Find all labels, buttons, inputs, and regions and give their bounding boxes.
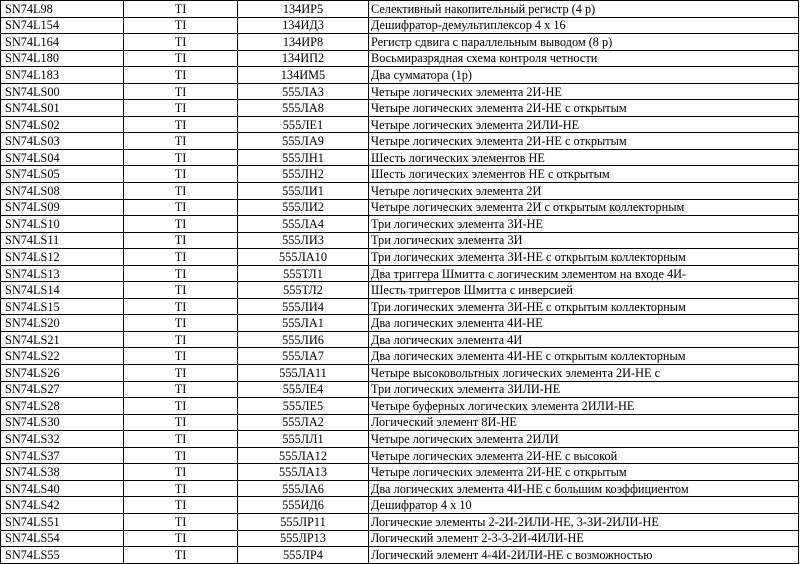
part-number-cell: SN74LS32 xyxy=(1,431,124,448)
table-row xyxy=(1,381,799,398)
analog-cell: 555ЛА10 xyxy=(238,249,369,266)
part-number-cell: SN74LS09 xyxy=(1,199,124,216)
analog-cell: 555ЛН2 xyxy=(238,166,369,183)
manufacturer-cell: TI xyxy=(124,50,238,67)
analog-cell: 134ИД3 xyxy=(238,17,369,34)
analog-cell: 134ИП2 xyxy=(238,50,369,67)
analog-cell: 555ЛР13 xyxy=(238,530,369,547)
description-cell: Три логических элемента 3ИЛИ-НЕ xyxy=(369,381,799,398)
part-number-cell: SN74LS15 xyxy=(1,298,124,315)
manufacturer-cell: TI xyxy=(124,398,238,415)
analog-cell: 555ЛН1 xyxy=(238,149,369,166)
description-cell: Три логических элемента 3И xyxy=(369,232,799,249)
table-row xyxy=(1,464,799,481)
table-row xyxy=(1,67,799,84)
manufacturer-cell: TI xyxy=(124,497,238,514)
description-cell: Шесть логических элементов НЕ xyxy=(369,149,799,166)
analog-cell: 555ЛИ3 xyxy=(238,232,369,249)
part-number-cell: SN74LS30 xyxy=(1,414,124,431)
manufacturer-cell: TI xyxy=(124,348,238,365)
part-number-cell: SN74L180 xyxy=(1,50,124,67)
analog-cell: 555ЛР11 xyxy=(238,513,369,530)
part-number-cell: SN74LS13 xyxy=(1,265,124,282)
table-row xyxy=(1,447,799,464)
description-cell: Четыре буферных логических элемента 2ИЛИ-НЕ xyxy=(369,398,799,415)
description-cell: Четыре логических элемента 2И с открытым коллекторным xyxy=(369,199,799,216)
manufacturer-cell: TI xyxy=(124,365,238,382)
part-number-cell: SN74LS54 xyxy=(1,530,124,547)
part-number-cell: SN74LS04 xyxy=(1,149,124,166)
manufacturer-cell: TI xyxy=(124,265,238,282)
manufacturer-cell: TI xyxy=(124,232,238,249)
table-row xyxy=(1,183,799,200)
description-cell: Два логических элемента 4И xyxy=(369,331,799,348)
part-number-cell: SN74LS42 xyxy=(1,497,124,514)
part-number-cell: SN74LS22 xyxy=(1,348,124,365)
manufacturer-cell: TI xyxy=(124,166,238,183)
description-cell: Четыре высоковольтных логических элемента 2И-НЕ с xyxy=(369,365,799,382)
part-number-cell: SN74LS51 xyxy=(1,513,124,530)
part-number-cell: SN74LS21 xyxy=(1,331,124,348)
description-cell: Четыре логических элемента 2И xyxy=(369,183,799,200)
manufacturer-cell: TI xyxy=(124,530,238,547)
analog-cell: 555ТЛ1 xyxy=(238,265,369,282)
part-number-cell: SN74LS02 xyxy=(1,116,124,133)
table-row xyxy=(1,497,799,514)
analog-cell: 555ЛИ4 xyxy=(238,298,369,315)
manufacturer-cell: TI xyxy=(124,67,238,84)
table-row xyxy=(1,17,799,34)
manufacturer-cell: TI xyxy=(124,547,238,564)
description-cell: Четыре логических элемента 2И-НЕ с открытым xyxy=(369,464,799,481)
manufacturer-cell: TI xyxy=(124,83,238,100)
part-number-cell: SN74L183 xyxy=(1,67,124,84)
table-row xyxy=(1,480,799,497)
description-cell: Логический элемент 4-4И-2ИЛИ-НЕ с возможностью xyxy=(369,547,799,564)
analog-cell: 555ЛА13 xyxy=(238,464,369,481)
table-row xyxy=(1,282,799,299)
manufacturer-cell: TI xyxy=(124,199,238,216)
table-row xyxy=(1,133,799,150)
table-row xyxy=(1,365,799,382)
description-cell: Дешифратор-демультиплексор 4 х 16 xyxy=(369,17,799,34)
manufacturer-cell: TI xyxy=(124,282,238,299)
part-number-cell: SN74LS01 xyxy=(1,100,124,117)
analog-cell: 555ЛЛ1 xyxy=(238,431,369,448)
analog-cell: 555ЛЕ4 xyxy=(238,381,369,398)
analog-cell: 555ЛИ6 xyxy=(238,331,369,348)
part-number-cell: SN74L164 xyxy=(1,34,124,51)
table-row xyxy=(1,298,799,315)
part-number-cell: SN74LS00 xyxy=(1,83,124,100)
table-row xyxy=(1,348,799,365)
analog-cell: 555ЛА8 xyxy=(238,100,369,117)
manufacturer-cell: TI xyxy=(124,447,238,464)
description-cell: Четыре логических элемента 2И-НЕ с открытым xyxy=(369,133,799,150)
manufacturer-cell: TI xyxy=(124,331,238,348)
analog-cell: 134ИР5 xyxy=(238,1,369,18)
analog-cell: 555ЛА3 xyxy=(238,83,369,100)
description-cell: Два логических элемента 4И-НЕ xyxy=(369,315,799,332)
manufacturer-cell: TI xyxy=(124,133,238,150)
part-number-cell: SN74L154 xyxy=(1,17,124,34)
table-row xyxy=(1,315,799,332)
part-number-cell: SN74LS27 xyxy=(1,381,124,398)
table-row xyxy=(1,431,799,448)
analog-cell: 555ЛА7 xyxy=(238,348,369,365)
manufacturer-cell: TI xyxy=(124,116,238,133)
description-cell: Два триггера Шмитта с логическим элементом на входе 4И- xyxy=(369,265,799,282)
part-number-cell: SN74LS26 xyxy=(1,365,124,382)
description-cell: Два логических элемента 4И-НЕ с большим коэффициентом xyxy=(369,480,799,497)
table-row xyxy=(1,116,799,133)
description-cell: Два логических элемента 4И-НЕ с открытым коллекторным xyxy=(369,348,799,365)
analog-cell: 555ЛА2 xyxy=(238,414,369,431)
analog-cell: 555ЛИ1 xyxy=(238,183,369,200)
manufacturer-cell: TI xyxy=(124,249,238,266)
manufacturer-cell: TI xyxy=(124,1,238,18)
analog-cell: 555ЛЕ1 xyxy=(238,116,369,133)
description-cell: Восьмиразрядная схема контроля четности xyxy=(369,50,799,67)
description-cell: Четыре логических элемента 2ИЛИ-НЕ xyxy=(369,116,799,133)
table-row xyxy=(1,331,799,348)
manufacturer-cell: TI xyxy=(124,183,238,200)
description-cell: Логический элемент 8И-НЕ xyxy=(369,414,799,431)
manufacturer-cell: TI xyxy=(124,414,238,431)
description-cell: Три логических элемента 3И-НЕ xyxy=(369,216,799,233)
description-cell: Селективный накопительный регистр (4 р) xyxy=(369,1,799,18)
part-number-cell: SN74LS11 xyxy=(1,232,124,249)
part-number-cell: SN74LS38 xyxy=(1,464,124,481)
table-row xyxy=(1,232,799,249)
part-number-cell: SN74LS03 xyxy=(1,133,124,150)
table-row xyxy=(1,216,799,233)
description-cell: Логический элемент 2-3-3-2И-4ИЛИ-НЕ xyxy=(369,530,799,547)
analog-cell: 555ЛА4 xyxy=(238,216,369,233)
table-row xyxy=(1,50,799,67)
analog-cell: 555ЛА9 xyxy=(238,133,369,150)
description-cell: Шесть логических элементов НЕ с открытым xyxy=(369,166,799,183)
manufacturer-cell: TI xyxy=(124,464,238,481)
part-number-cell: SN74LS55 xyxy=(1,547,124,564)
description-cell: Регистр сдвига с параллельным выводом (8 р) xyxy=(369,34,799,51)
table-row xyxy=(1,149,799,166)
analog-cell: 134ИР8 xyxy=(238,34,369,51)
analog-cell: 555ИД6 xyxy=(238,497,369,514)
description-cell: Четыре логических элемента 2И-НЕ с высокой xyxy=(369,447,799,464)
part-number-cell: SN74LS37 xyxy=(1,447,124,464)
analog-cell: 555ЛА11 xyxy=(238,365,369,382)
manufacturer-cell: TI xyxy=(124,100,238,117)
part-number-cell: SN74LS28 xyxy=(1,398,124,415)
analog-cell: 555ЛА1 xyxy=(238,315,369,332)
manufacturer-cell: TI xyxy=(124,381,238,398)
table-row xyxy=(1,1,799,18)
analog-cell: 555ТЛ2 xyxy=(238,282,369,299)
table-row xyxy=(1,83,799,100)
manufacturer-cell: TI xyxy=(124,34,238,51)
part-number-cell: SN74LS05 xyxy=(1,166,124,183)
analog-cell: 134ИМ5 xyxy=(238,67,369,84)
table-row xyxy=(1,530,799,547)
part-number-cell: SN74LS12 xyxy=(1,249,124,266)
analog-cell: 555ЛА6 xyxy=(238,480,369,497)
description-cell: Дешифратор 4 х 10 xyxy=(369,497,799,514)
table-row xyxy=(1,249,799,266)
description-cell: Три логических элемента 3И-НЕ с открытым коллекторным xyxy=(369,249,799,266)
table-row xyxy=(1,398,799,415)
analog-cell: 555ЛА12 xyxy=(238,447,369,464)
table-body xyxy=(1,1,799,564)
table-row xyxy=(1,513,799,530)
analog-cell: 555ЛР4 xyxy=(238,547,369,564)
analog-cell: 555ЛЕ5 xyxy=(238,398,369,415)
manufacturer-cell: TI xyxy=(124,298,238,315)
manufacturer-cell: TI xyxy=(124,149,238,166)
analog-cell: 555ЛИ2 xyxy=(238,199,369,216)
manufacturer-cell: TI xyxy=(124,431,238,448)
manufacturer-cell: TI xyxy=(124,216,238,233)
part-number-cell: SN74LS40 xyxy=(1,480,124,497)
manufacturer-cell: TI xyxy=(124,17,238,34)
description-cell: Четыре логических элемента 2И-НЕ xyxy=(369,83,799,100)
table-row xyxy=(1,265,799,282)
description-cell: Шесть триггеров Шмитта с инверсией xyxy=(369,282,799,299)
part-number-cell: SN74LS14 xyxy=(1,282,124,299)
description-cell: Три логических элемента 3И-НЕ с открытым коллекторным xyxy=(369,298,799,315)
table-row xyxy=(1,34,799,51)
part-number-cell: SN74LS08 xyxy=(1,183,124,200)
manufacturer-cell: TI xyxy=(124,315,238,332)
table-row xyxy=(1,547,799,564)
table-row xyxy=(1,166,799,183)
description-cell: Логические элементы 2-2И-2ИЛИ-НЕ, 3-3И-2ИЛИ-НЕ xyxy=(369,513,799,530)
manufacturer-cell: TI xyxy=(124,480,238,497)
description-cell: Четыре логических элемента 2ИЛИ xyxy=(369,431,799,448)
part-number-cell: SN74LS10 xyxy=(1,216,124,233)
description-cell: Два сумматора (1р) xyxy=(369,67,799,84)
description-cell: Четыре логических элемента 2И-НЕ с открытым xyxy=(369,100,799,117)
table-row xyxy=(1,414,799,431)
manufacturer-cell: TI xyxy=(124,513,238,530)
part-number-cell: SN74L98 xyxy=(1,1,124,18)
table-row xyxy=(1,199,799,216)
part-number-cell: SN74LS20 xyxy=(1,315,124,332)
table-row xyxy=(1,100,799,117)
